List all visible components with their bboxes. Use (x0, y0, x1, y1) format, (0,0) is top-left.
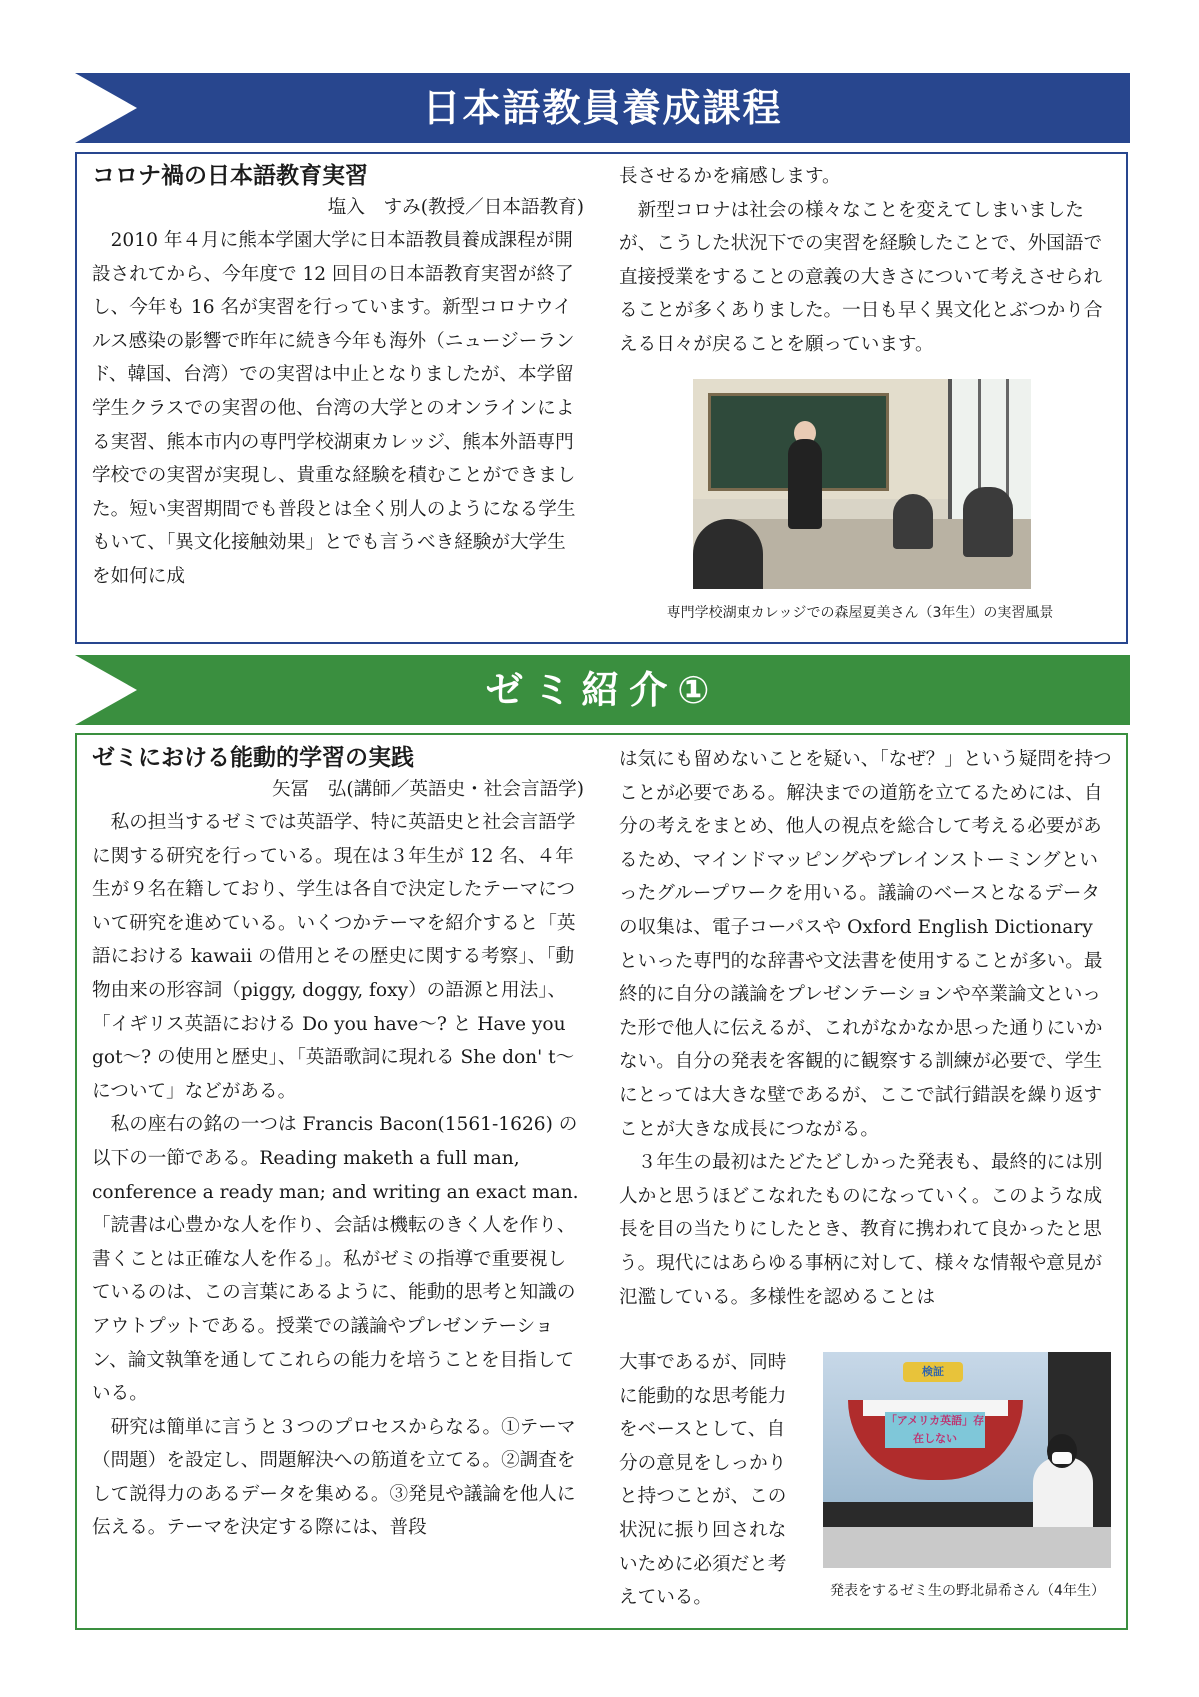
article1-paragraph: 長させるかを痛感します。 (619, 166, 841, 187)
article2-wrap-text (619, 1346, 819, 1615)
wrap-line: に能動的な思考能力 (619, 1385, 787, 1407)
photo1-caption: 専門学校湖東カレッジでの森屋夏美さん（3年生）の実習風景 (666, 605, 1054, 621)
article2-title: ゼミにおける能動的学習の実践 (92, 745, 414, 771)
article1-paragraph: 新型コロナは社会の様々なことを変えてしまいましたが、こうした状況下での実習を経験したことで、外国語で直接授業をすることの意義の大きさについて考えさせられることが多くありました。一日も早く異文化とぶつかり合える日々が戻ることを願っています。 (619, 199, 1103, 355)
slide-badge: 検証 (903, 1362, 963, 1382)
article1-paragraph: 2010 年４月に熊本学園大学に日本語教員養成課程が開設されてから、今年度で 12 回目の日本語教育実習が終了し、今年も 16 名が実習を行っています。新型コロナウイルス感染の影響で昨年に続き今年も海外（ニュージーランド、韓国、台湾）での実習は中止となりましたが、本学留学生クラスでの実習の他、台湾の大学とのオンラインによる実習、熊本市内の専門学校湖東カレッジ、熊本外語専門学校での実習が実現し、貴重な経験を積むことができました。短い実習期間でも普段とは全く別人のようになる学生もいて、「異文化接触効果」とでも言うべき経験が大学生を如何に成 (92, 230, 576, 587)
wrap-line: をベースとして、自 (619, 1419, 786, 1441)
article2-paragraph: 研究は簡単に言うと３つのプロセスからなる。①テーマ（問題）を設定し、問題解決への筋道を立てる。②調査をして説得力のあるデータを集める。③発見や議論を他人に伝える。テーマを決定する際には、普段 (92, 1416, 576, 1539)
article1-title: コロナ禍の日本語教育実習 (92, 163, 368, 189)
article2-paragraph: ３年生の最初はたどたどしかった発表も、最終的には別人かと思うほどこなれたものになっていく。このような成長を目の当たりにしたとき、教育に携われて良かったと思う。現代にはあらゆる事柄に対して、様々な情報や意見が氾濫している。多様性を認めることは (619, 1152, 1103, 1308)
section-banner-japanese-teacher-training (75, 73, 1130, 143)
wrap-line: いために必須だと考 (619, 1553, 787, 1575)
article2-byline: 矢冨 弘(講師／英語史・社会言語学) (271, 779, 584, 800)
banner-title: 日本語教員養成課程 (422, 86, 783, 130)
wrap-line: 分の意見をしっかり (619, 1452, 787, 1474)
wrap-line: と持つことが、この (619, 1486, 787, 1508)
article2-right-column (619, 743, 1114, 1314)
article2-left-column (92, 742, 584, 1545)
banner-title: ゼミ紹介① (485, 668, 720, 712)
seminar-presentation-photo (823, 1352, 1111, 1568)
article1-left-column (92, 160, 584, 594)
article2-paragraph: 私の担当するゼミでは英語学、特に英語史と社会言語学に関する研究を行っている。現在は３年生が 12 名、４年生が９名在籍しており、学生は各自で決定したテーマについて研究を進めている。いくつかテーマを紹介すると「英語における kawaii の借用とその歴史に関する考察」、「動物由来の形容詞（piggy, doggy, foxy）の語源と用法」、「イギリス英語における Do you have～? と Have you got～? の使用と歴史」、「英語歌詞に現れる She don' t～ について」などがある。 (92, 812, 576, 1102)
article2-paragraph: 私の座右の銘の一つは Francis Bacon(1561-1626) の以下の一節である。Reading maketh a full man, conference a ready man; and writing an exact man.「読書は心豊かな人を作り、会話は機転のきく人を作り、書くことは正確な人を作る」。私がゼミの指導で重要視しているのは、この言葉にあるように、能動的思考と知識のアウトプットである。授業での議論やプレゼンテーション、論文執筆を通してこれらの能力を培うことを目指している。 (92, 1114, 579, 1405)
article1-right-column (619, 160, 1114, 362)
wrap-line: えている。 (619, 1587, 712, 1609)
article2-paragraph: は気にも留めないことを疑い、「なぜ？」という疑問を持つことが必要である。解決までの道筋を立てるためには、自分の考えをまとめ、他人の視点を総合して考える必要があるため、マインドマッピングやブレインストーミングといったグループワークを用いる。議論のベースとなるデータの収集は、電子コーパスや Oxford English Dictionary といった専門的な辞書や文法書を使用することが多い。最終的に自分の議論をプレゼンテーションや卒業論文といった形で他人に伝えるが、これがなかなか思った通りにいかない。自分の発表を客観的に観察する訓練が必要で、学生にとっては大きな壁であるが、ここで試行錯誤を繰り返すことが大きな成長につながる。 (619, 749, 1112, 1140)
photo2-caption: 発表をするゼミ生の野北昴希さん（4年生） (830, 1583, 1105, 1599)
section-banner-seminar-intro (75, 655, 1130, 725)
slide-text: 「アメリカ英語」存在しない (885, 1412, 985, 1448)
wrap-line: 状況に振り回されな (619, 1519, 787, 1541)
classroom-practicum-photo (693, 379, 1031, 589)
wrap-line: 大事であるが、同時 (619, 1352, 787, 1373)
article1-byline: 塩入 すみ(教授／日本語教育) (327, 197, 584, 218)
